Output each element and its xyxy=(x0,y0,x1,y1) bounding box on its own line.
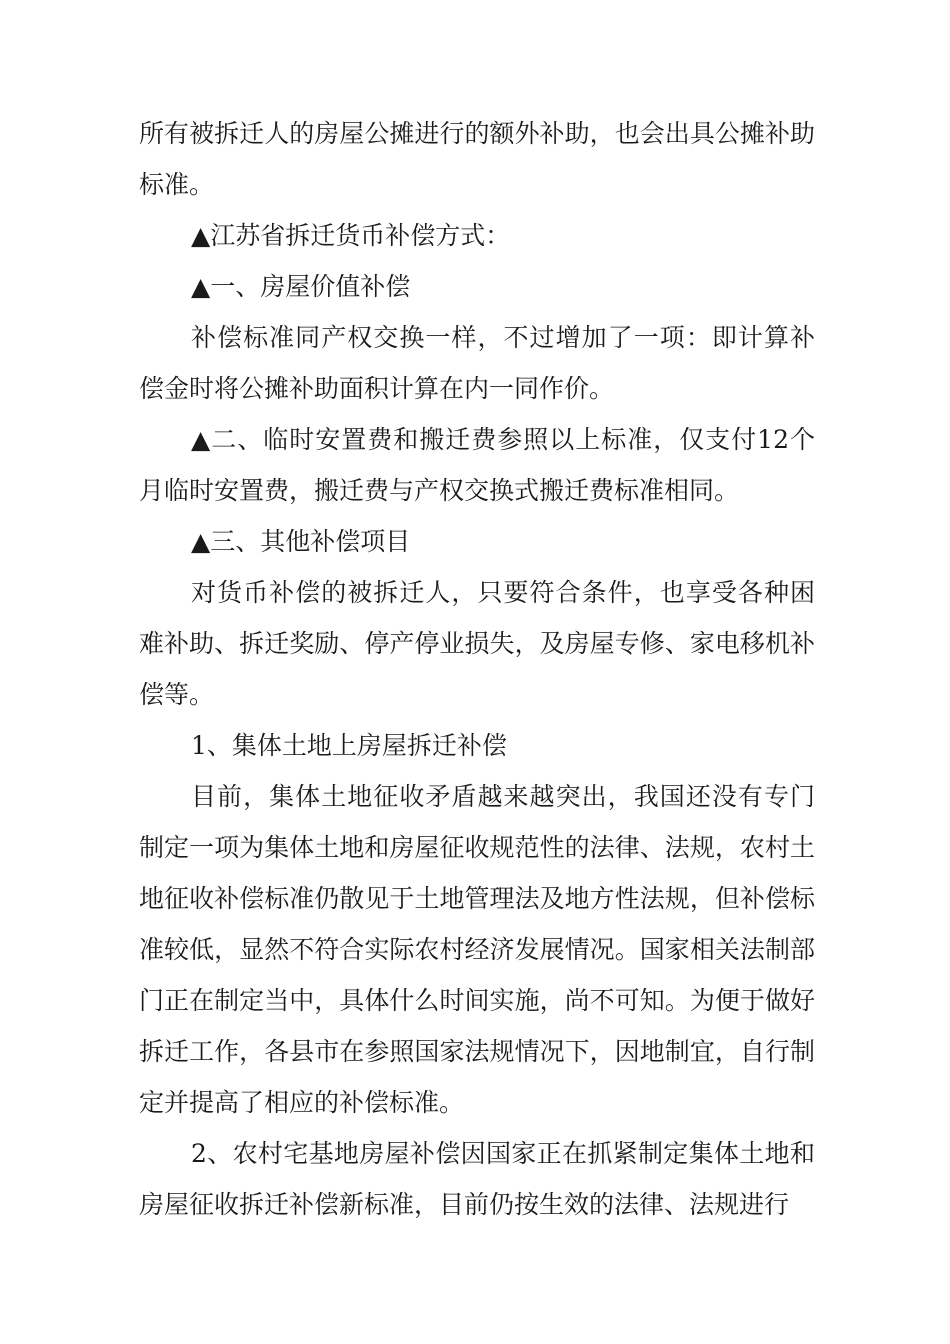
section-heading-jiangsu-monetary-compensation: ▲江苏省拆迁货币补偿方式： xyxy=(191,221,511,250)
paragraph-compensation-standard: 补偿标准同产权交换一样，不过增加了一项：即计算补偿金时将公摊补助面积计算在内一同作价。 xyxy=(139,323,815,403)
section-heading-house-value-compensation: ▲一、房屋价值补偿 xyxy=(191,272,411,301)
paragraph-continuation: 所有被拆迁人的房屋公摊进行的额外补助，也会出具公摊补助标准。 xyxy=(139,119,815,199)
document-body xyxy=(139,108,815,1230)
section-heading-temporary-resettlement: ▲二、临时安置费和搬迁费参照以上标准，仅支付12个月临时安置费，搬迁费与产权交换式搬迁费标准相同。 xyxy=(139,425,815,505)
paragraph-collective-land: 目前，集体土地征收矛盾越来越突出，我国还没有专门制定一项为集体土地和房屋征收规范性的法律、法规，农村土地征收补偿标准仍散见于土地管理法及地方性法规，但补偿标准较低，显然不符合实际农村经济发展情况。国家相关法制部门正在制定当中，具体什么时间实施，尚不可知。为便于做好拆迁工作，各县市在参照国家法规情况下，因地制宜，自行制定并提高了相应的补偿标准。 xyxy=(139,782,815,1117)
paragraph-rural-homestead: 2、农村宅基地房屋补偿因国家正在抓紧制定集体土地和房屋征收拆迁补偿新标准，目前仍按生效的法律、法规进行 xyxy=(139,1139,815,1219)
section-heading-collective-land: 1、集体土地上房屋拆迁补偿 xyxy=(191,731,507,760)
section-heading-other-compensation: ▲三、其他补偿项目 xyxy=(191,527,411,556)
paragraph-other-compensation: 对货币补偿的被拆迁人，只要符合条件，也享受各种困难补助、拆迁奖励、停产停业损失，及房屋专修、家电移机补偿等。 xyxy=(139,578,815,709)
